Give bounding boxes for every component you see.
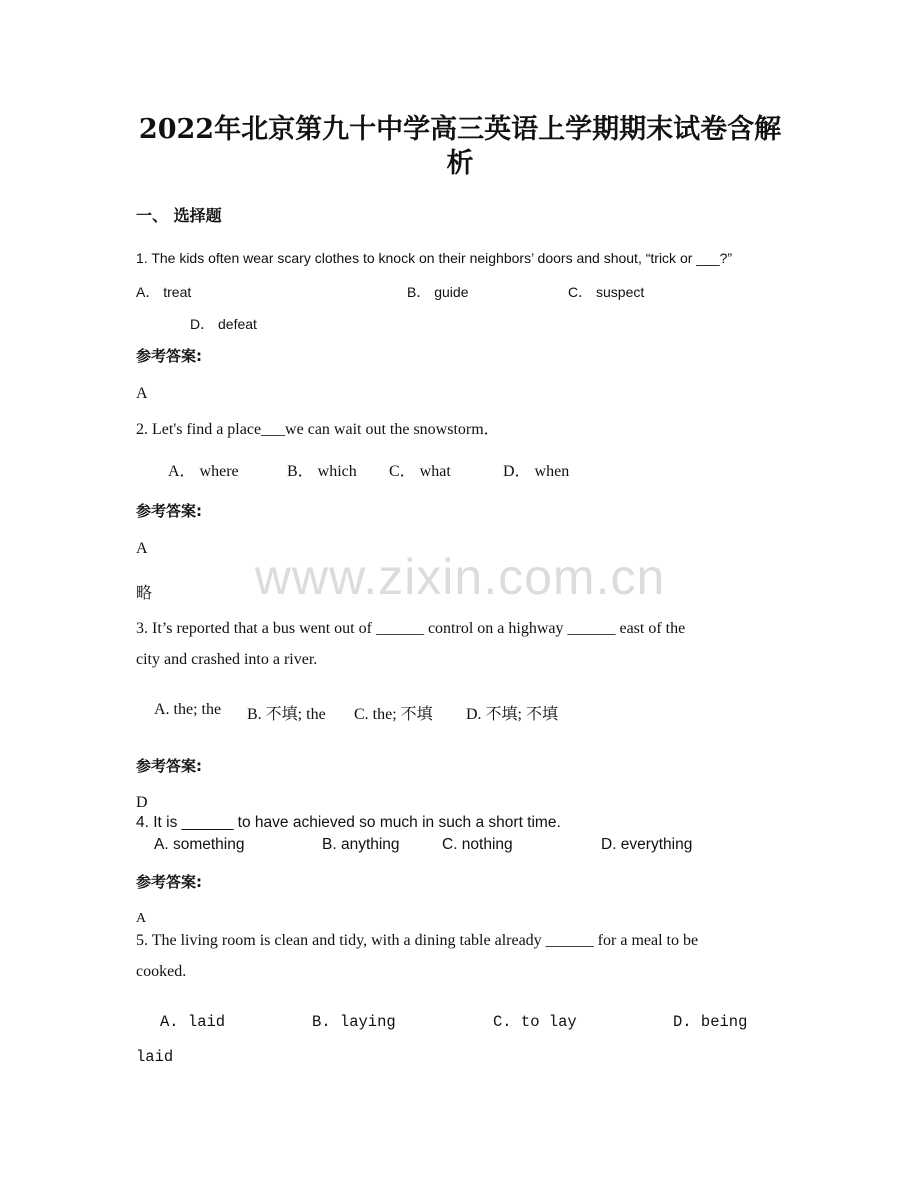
question-4-answer-label: 参考答案:	[136, 873, 202, 891]
question-2-option-d: D． when	[503, 463, 570, 480]
watermark: www.zixin.com.cn	[254, 549, 666, 605]
question-1-option-d: D． defeat	[190, 316, 257, 332]
question-4-option-a: A. something	[154, 836, 245, 853]
question-3-option-c: C. the; 不填	[354, 706, 433, 723]
question-2-option-c: C． what	[389, 463, 451, 480]
question-2-option-b: B． which	[287, 463, 357, 480]
section-heading: 一、 选择题	[136, 206, 222, 225]
question-4-option-c: C. nothing	[442, 836, 513, 853]
question-3-answer: D	[136, 794, 148, 811]
question-1-option-a: A． treat	[136, 284, 192, 300]
document-title-line-1: 2022年北京第九十中学高三英语上学期期末试卷含解	[138, 114, 782, 145]
question-3-option-d: D. 不填; 不填	[466, 706, 559, 723]
question-1-option-b: B． guide	[407, 284, 469, 300]
question-2-answer-label: 参考答案:	[136, 502, 202, 520]
question-4-stem: 4. It is ______ to have achieved so much in such a short time.	[136, 814, 561, 831]
question-2-answer: A	[136, 540, 148, 557]
question-5-option-b: B. laying	[312, 1013, 396, 1031]
question-2-note: 略	[136, 585, 153, 602]
question-3-option-a: A. the; the	[154, 701, 222, 718]
question-3-stem-line-1: 3. It’s reported that a bus went out of ______ control on a highway ______ east of the	[136, 620, 686, 637]
question-5-option-d-continued: laid	[136, 1048, 174, 1066]
question-1-answer-label: 参考答案:	[136, 347, 202, 365]
question-2-stem: 2. Let's find a place___we can wait out the snowstorm．	[136, 421, 500, 438]
question-4-option-d: D. everything	[601, 836, 693, 853]
question-4-option-b: B. anything	[322, 836, 400, 853]
question-3-option-b: B. 不填; the	[247, 706, 326, 723]
question-1-answer: A	[136, 385, 148, 402]
question-1-stem: 1. The kids often wear scary clothes to knock on their neighbors’ doors and shout, “trick or ___?”	[136, 250, 733, 266]
question-3-stem-line-2: city and crashed into a river.	[136, 651, 318, 668]
question-5-option-a: A. laid	[160, 1013, 226, 1031]
question-5-stem-line-1: 5. The living room is clean and tidy, with a dining table already ______ for a meal to be	[136, 932, 699, 949]
question-5-stem-line-2: cooked.	[136, 963, 187, 980]
question-4-answer: A	[136, 911, 147, 926]
question-2-option-a: A． where	[168, 463, 239, 480]
question-5-option-d: D. being	[673, 1013, 748, 1031]
document-title-line-2: 析	[446, 148, 474, 179]
question-3-answer-label: 参考答案:	[136, 757, 202, 775]
question-1-option-c: C． suspect	[568, 284, 645, 300]
question-5-option-c: C. to lay	[493, 1013, 577, 1031]
